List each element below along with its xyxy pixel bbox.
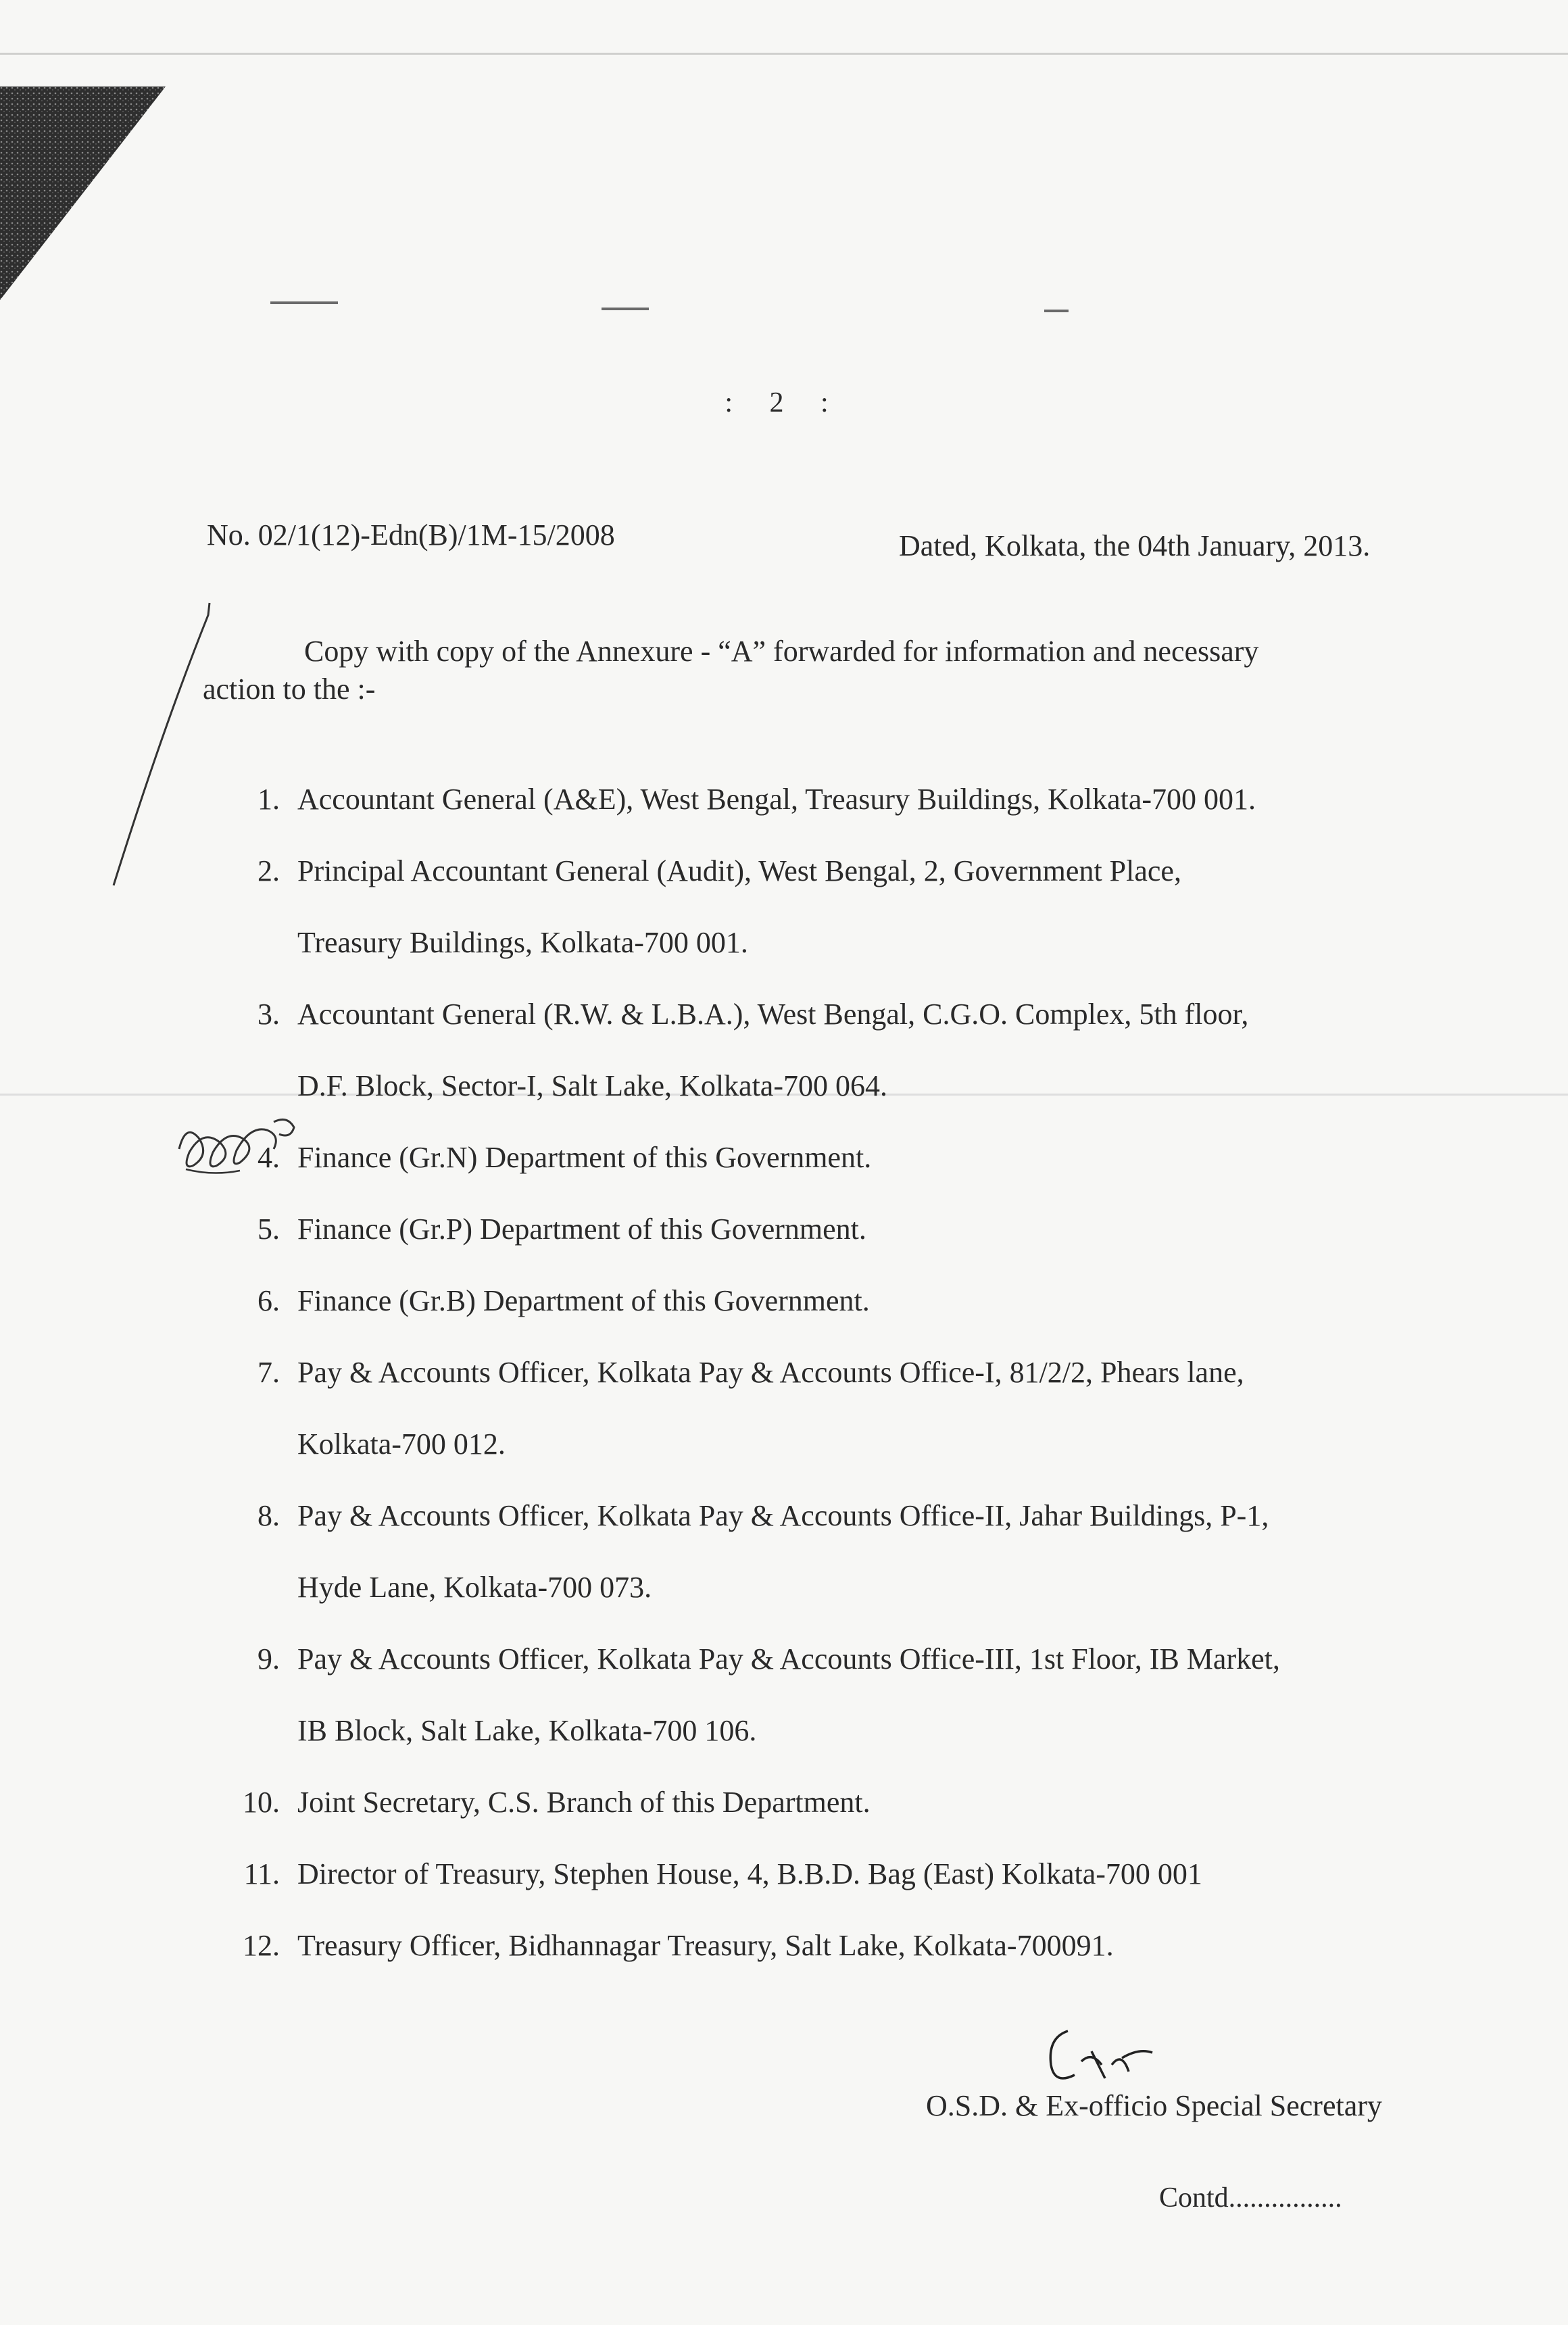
list-item-line: Principal Accountant General (Audit), West Bengal, 2, Government Place, xyxy=(297,854,1181,887)
list-item-line: Treasury Buildings, Kolkata-700 001. xyxy=(297,926,748,959)
list-item-text xyxy=(297,1910,1507,1982)
list-item-line: D.F. Block, Sector-I, Salt Lake, Kolkata-700 064. xyxy=(297,1069,887,1102)
list-item-text xyxy=(297,1623,1507,1767)
list-item-number: 2. xyxy=(258,854,280,887)
list-item xyxy=(223,1767,1507,1838)
list-item-line: Hyde Lane, Kolkata-700 073. xyxy=(297,1571,652,1604)
list-item-number: 1. xyxy=(258,783,280,816)
handwritten-initials xyxy=(172,1102,301,1190)
list-item xyxy=(223,1623,1507,1767)
list-item-number: 6. xyxy=(258,1284,280,1317)
list-item-text xyxy=(297,1337,1507,1480)
list-item-number: 4. xyxy=(258,1141,280,1174)
forwarding-note xyxy=(203,633,1500,708)
list-item-line: Director of Treasury, Stephen House, 4, B.B.D. Bag (East) Kolkata-700 001 xyxy=(297,1857,1202,1890)
list-item-text xyxy=(297,1194,1507,1265)
list-item-line: Accountant General (A&E), West Bengal, Treasury Buildings, Kolkata-700 001. xyxy=(297,783,1256,816)
addressee-list xyxy=(223,764,1507,1982)
list-item-text xyxy=(297,1480,1507,1623)
signatory-designation: O.S.D. & Ex-officio Special Secretary xyxy=(926,2089,1382,2122)
list-item-line: IB Block, Salt Lake, Kolkata-700 106. xyxy=(297,1714,757,1747)
list-item-number: 11. xyxy=(243,1857,280,1890)
scan-edge-line xyxy=(0,53,1568,55)
scan-corner-shadow xyxy=(0,87,166,300)
list-item-line: Finance (Gr.N) Department of this Government. xyxy=(297,1141,872,1174)
list-item-number: 10. xyxy=(243,1786,280,1819)
list-item xyxy=(223,1265,1507,1337)
list-item-text xyxy=(297,1838,1507,1910)
list-item-line: Pay & Accounts Officer, Kolkata Pay & Accounts Office-III, 1st Floor, IB Market, xyxy=(297,1642,1280,1675)
list-item-line: Pay & Accounts Officer, Kolkata Pay & Accounts Office-I, 81/2/2, Phears lane, xyxy=(297,1356,1244,1389)
list-item xyxy=(223,764,1507,835)
list-item xyxy=(223,1194,1507,1265)
list-item xyxy=(223,1480,1507,1623)
scan-dash xyxy=(270,301,338,304)
list-item xyxy=(223,1337,1507,1480)
list-item-number: 3. xyxy=(258,998,280,1031)
list-item-number: 5. xyxy=(258,1213,280,1246)
page-number: : 2 : xyxy=(725,387,843,418)
list-item-number: 7. xyxy=(258,1356,280,1389)
list-item xyxy=(223,1838,1507,1910)
list-item-line: Finance (Gr.B) Department of this Government. xyxy=(297,1284,870,1317)
continued-marker: Contd................ xyxy=(1159,2182,1342,2213)
list-item-text xyxy=(297,1265,1507,1337)
memo-number: No. 02/1(12)-Edn(B)/1M-15/2008 xyxy=(207,518,615,552)
list-item-text xyxy=(297,835,1507,979)
list-item-text xyxy=(297,979,1507,1122)
list-item-line: Finance (Gr.P) Department of this Government. xyxy=(297,1213,866,1246)
list-item-line: Pay & Accounts Officer, Kolkata Pay & Accounts Office-II, Jahar Buildings, P-1, xyxy=(297,1499,1269,1532)
list-item-number: 12. xyxy=(243,1929,280,1962)
signature-mark xyxy=(1027,2011,1169,2099)
scan-dash xyxy=(602,308,649,310)
forwarding-note-line: action to the :- xyxy=(203,672,376,706)
list-item-text xyxy=(297,764,1507,835)
list-item-line: Kolkata-700 012. xyxy=(297,1427,506,1461)
list-item-number: 8. xyxy=(258,1499,280,1532)
list-item xyxy=(223,1910,1507,1982)
list-item xyxy=(223,835,1507,979)
list-item-line: Treasury Officer, Bidhannagar Treasury, Salt Lake, Kolkata-700091. xyxy=(297,1929,1114,1962)
scan-dash xyxy=(1044,310,1069,312)
list-item-line: Joint Secretary, C.S. Branch of this Department. xyxy=(297,1786,871,1819)
list-item xyxy=(223,1122,1507,1194)
list-item-line: Accountant General (R.W. & L.B.A.), West Bengal, C.G.O. Complex, 5th floor, xyxy=(297,998,1249,1031)
list-item-text xyxy=(297,1122,1507,1194)
list-item-number: 9. xyxy=(258,1642,280,1675)
list-item xyxy=(223,979,1507,1122)
forwarding-note-line: Copy with copy of the Annexure - “A” forwarded for information and necessary xyxy=(304,635,1259,668)
margin-pen-stroke xyxy=(108,595,216,892)
list-item-text xyxy=(297,1767,1507,1838)
memo-date: Dated, Kolkata, the 04th January, 2013. xyxy=(899,529,1371,562)
